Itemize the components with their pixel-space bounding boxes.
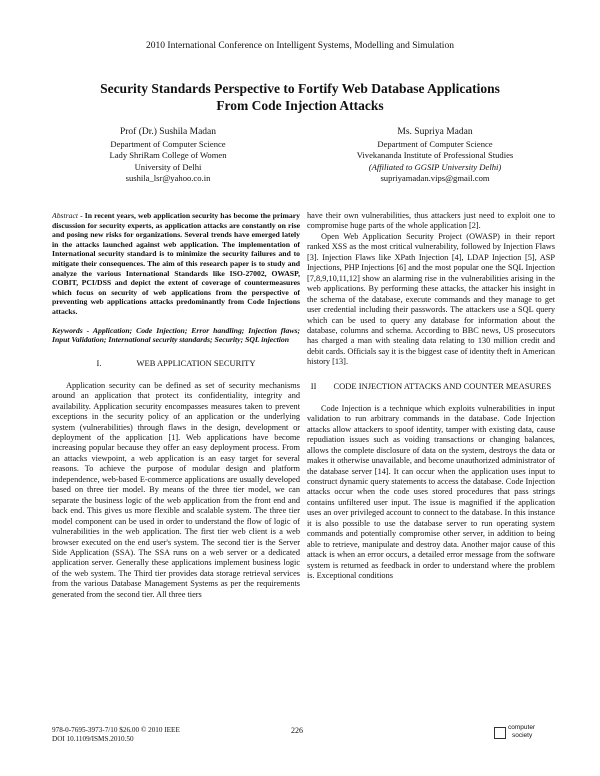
page-number: 226 <box>291 726 303 735</box>
conference-header: 2010 International Conference on Intelligent Systems, Modelling and Simulation <box>146 41 454 51</box>
section-number: I. <box>96 357 102 368</box>
section-title: WEB APPLICATION SECURITY <box>136 357 256 368</box>
author-affiliation: (Affiliated to GGSIP University Delhi) <box>368 161 502 172</box>
abstract-text: In recent years, web application security has become the primary discussion for security experts, as application attacks are constantly on rise and posing new risks for organizations. Several trends have emerged lately in the attacks launched against web application. The implementation of International security standard is to minimize the security failures and to mitigate their consequences. The aim of this research paper is to study and analyze the various International Standards like ISO-27002, OWASP, COBIT, PCI/DSS and depict the extent of coverage of countermeasures which focus on security of web applications from the perspective of preventing web applications attacks predominantly from Code Injections attacks. <box>52 211 300 316</box>
abstract: Abstract - In recent years, web application security has become the primary discussion for security experts, as application attacks are constantly on rise and posing new risks for organizations. Several trends have emerged lately in the attacks launched against web application. The implementation of International security standard is to minimize the security failures and to mitigate their consequences. The aim of this research paper is to study and analyze the various International Standards like ISO-27002, OWASP, COBIT, PCI/DSS and depict the extent of coverage of countermeasures which focus on security of web applications from the perspective of preventing web applications attacks predominantly from Code Injections attacks. <box>52 211 300 316</box>
right-column <box>307 211 555 582</box>
copyright-footer <box>52 726 180 744</box>
author-university: University of Delhi <box>134 161 202 172</box>
paper-title <box>40 80 560 114</box>
author-email[interactable]: supriyamadan.vips@gmail.com <box>380 173 490 183</box>
section-number: II <box>310 380 317 391</box>
body-paragraph: Application security can be defined as set of security mechanisms around an application that protect its confidentiality, integrity and availability. Application security encompasses measures taken to prevent exceptions in the security policy of an application or the underlying system (vulnerabilities) through flaws in the design, development or deployment of the application [1]. Web applications have become increasing popular because they offer an easy deployment process. From an attacks viewpoint, a web application is an easy target for several reasons. To achieve the purpose of modular design and platform independence, web-based E-commerce applications are usually developed based on three tier model. By means of the three tier model, we can separate the business logic of the web application from the front end and back end. This gives us more flexible and scalable system. The three tier model component can be used in order to understand the flow of logic of vulnerabilities in the web application. The first tier web client is a web browser executed on the end user's system. The second tier is the Server Side Application (SSA). The SSA runs on a web server or a dedicated application server. Generally these applications implement business logic of the web system. The Third tier provides data storage retrieval services from the various Database Management Systems as per the requirements generated from the second tier. All three tiers <box>52 380 300 599</box>
title-line-1: Security Standards Perspective to Fortify Web Database Applications <box>100 81 500 96</box>
doi-line: DOI 10.1109/ISMS.2010.50 <box>52 735 134 743</box>
logo-text: society <box>512 732 533 739</box>
isbn-line: 978-0-7695-3973-7/10 $26.00 © 2010 IEEE <box>52 726 180 734</box>
author-department: Department of Computer Science <box>377 138 493 149</box>
author-block-2 <box>310 127 560 185</box>
author-email[interactable]: sushila_lsr@yahoo.co.in <box>125 173 211 183</box>
author-block-1 <box>43 127 293 185</box>
section-title: CODE INJECTION ATTACKS AND COUNTER MEASURES <box>333 380 552 391</box>
section-heading-1 <box>52 358 300 369</box>
author-name: Prof (Dr.) Sushila Madan <box>119 127 217 137</box>
computer-society-logo <box>494 724 554 742</box>
section-heading-2 <box>307 381 555 392</box>
keywords: Keywords - Application; Code Injection; Error handling; Injection flaws; Input Validation; International security standards; Security; SQL injection <box>52 325 301 345</box>
logo-text: computer <box>508 724 536 731</box>
body-paragraph: Code Injection is a technique which exploits vulnerabilities in input validation to run arbitrary commands in the database. Code Injection attacks allow attackers to spoof identity, tamper with existing data, cause repudiation issues such as voiding transactions or changing balances, allows the complete disclosure of data on the system, destroys the data or makes it otherwise unavailable, and become unauthorized administrator of the database server [14]. It can occur when the application uses input to construct dynamic query statements to access the database. Code Injection attacks occur when the code uses stored procedures that pass strings contains unfiltered user input. The issue is magnified if the application uses an over privileged account to connect to the database. In this instance it is also possible to use the database server to run operating system commands and potentially compromise other server, in addition to being able to retrieve, manipulate and destroy data. Another major cause of this attack is when an error occurs, a detailed error message from the software system is returned as feedback in order to understand where the problem is. Exceptional conditions <box>307 403 555 581</box>
author-college: Lady ShriRam College of Women <box>109 150 227 160</box>
left-column <box>52 211 300 600</box>
body-paragraph: Open Web Application Security Project (OWASP) in their report ranked XSS as the most critical vulnerability, followed by Injection Flaws [3]. Injection Flaws like XPath Injection [4], LDAP Injection [5], ASP Injections, PHP Injections [6] and the most popular one the SQL Injection [7,8,9,10,11,12] show an alarming rise in the vulnerabilities arising in the web applications. By performing these attacks, the attacker his insight in the schema of the database, execute commands and they manage to get user credential including their passwords. The attackers use a SQL query which can be used to query any database for information about the database, columns and schema. According to BBC news, US prosecutors has charged a man with stealing data relating to 130 million credit and debit cards. Officials say it is the biggest case of identity theft in American history [13]. <box>307 231 555 367</box>
author-department: Department of Computer Science <box>110 138 226 149</box>
author-institute: Vivekananda Institute of Professional Studies <box>356 150 514 160</box>
keywords-label: Keywords <box>52 325 83 335</box>
logo-square-icon <box>494 727 506 739</box>
abstract-label: Abstract <box>52 211 79 220</box>
body-paragraph: have their own vulnerabilities, thus attackers just need to exploit one to compromise huge parts of the whole application [2]. <box>307 211 555 231</box>
title-line-2: From Code Injection Attacks <box>216 98 384 113</box>
keywords-text: Application; Code Injection; Error handling; Injection flaws; Input Validation; International security standards; Security; SQL injection <box>52 325 301 345</box>
author-name: Ms. Supriya Madan <box>397 127 473 137</box>
